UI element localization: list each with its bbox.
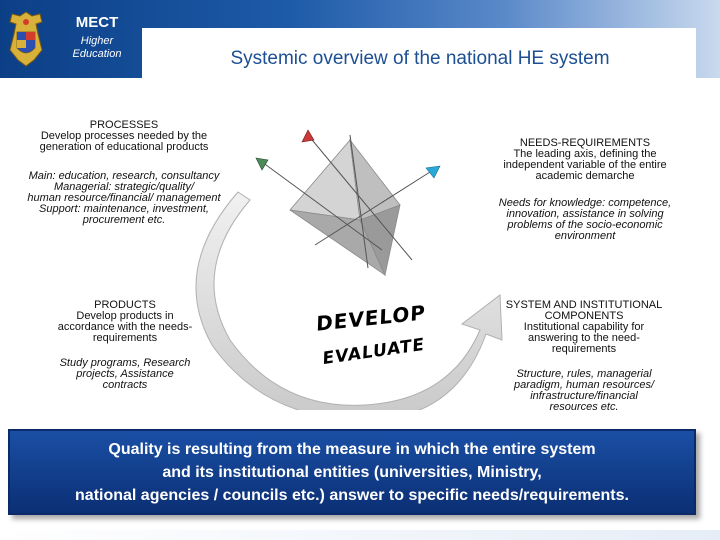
quality-line: national agencies / councils etc.) answer to specific needs/requirements. xyxy=(75,486,629,504)
header-bar xyxy=(0,0,720,78)
products-line: requirements xyxy=(92,332,158,344)
footer-band xyxy=(0,530,720,540)
processes-detail: Managerial: strategic/quality/ xyxy=(53,181,194,193)
needs-detail: innovation, assistance in solving xyxy=(506,208,664,220)
processes-detail: procurement etc. xyxy=(82,214,166,226)
system-line: COMPONENTS xyxy=(544,310,624,322)
brand-name: MECT xyxy=(75,14,119,31)
brand xyxy=(62,14,132,61)
needs-detail: environment xyxy=(554,230,616,242)
needs-block xyxy=(482,138,688,242)
processes-heading: PROCESSES xyxy=(89,119,159,131)
evaluate-label: EVALUATE xyxy=(322,334,426,370)
system-line: answering to the need- xyxy=(528,332,640,344)
products-line: accordance with the needs- xyxy=(57,321,193,333)
needs-detail: problems of the socio-economic xyxy=(507,219,663,231)
products-detail: Study programs, Research xyxy=(59,357,191,369)
quality-statement xyxy=(10,431,694,513)
system-line: Institutional capability for xyxy=(523,321,645,333)
needs-line: The leading axis, defining the xyxy=(513,148,657,160)
products-block xyxy=(40,300,210,391)
products-heading: PRODUCTS xyxy=(94,299,156,311)
processes-line: generation of educational products xyxy=(39,141,209,153)
brand-sub-2: Education xyxy=(72,48,122,60)
system-block xyxy=(494,300,674,413)
needs-detail: Needs for knowledge: competence, xyxy=(498,197,672,209)
system-detail: Structure, rules, managerial xyxy=(516,368,652,380)
octahedron xyxy=(290,140,400,275)
processes-line: Develop processes needed by the xyxy=(40,130,208,142)
system-heading: SYSTEM AND INSTITUTIONAL xyxy=(505,299,663,311)
arrow-blue-icon xyxy=(426,166,440,178)
needs-line: academic demarche xyxy=(535,170,635,182)
system-detail: paradigm, human resources/ xyxy=(513,379,654,391)
develop-label: DEVELOP xyxy=(315,300,427,336)
processes-detail: Main: education, research, consultancy xyxy=(28,170,220,182)
system-detail: resources etc. xyxy=(549,401,619,413)
products-line: Develop products in xyxy=(76,310,174,322)
quality-line: Quality is resulting from the measure in which the entire system xyxy=(108,440,596,458)
products-detail: projects, Assistance xyxy=(76,368,174,380)
processes-detail: human resource/financial/ management xyxy=(27,192,221,204)
products-detail: contracts xyxy=(102,379,148,391)
arrow-red-icon xyxy=(302,130,314,142)
coat-of-arms-icon xyxy=(6,10,46,68)
arrow-green-icon xyxy=(256,158,268,170)
quality-statement-box xyxy=(8,429,696,515)
system-detail: infrastructure/financial xyxy=(530,390,638,402)
quality-line: and its institutional entities (universities, Ministry, xyxy=(162,463,542,481)
page-title: Systemic overview of the national HE system xyxy=(230,48,610,69)
needs-heading: NEEDS-REQUIREMENTS xyxy=(519,137,651,149)
processes-detail: Support: maintenance, investment, xyxy=(39,203,209,215)
needs-line: independent variable of the entire xyxy=(503,159,667,171)
brand-sub-1: Higher xyxy=(80,35,114,47)
processes-block xyxy=(2,120,246,226)
system-line: requirements xyxy=(551,343,617,355)
